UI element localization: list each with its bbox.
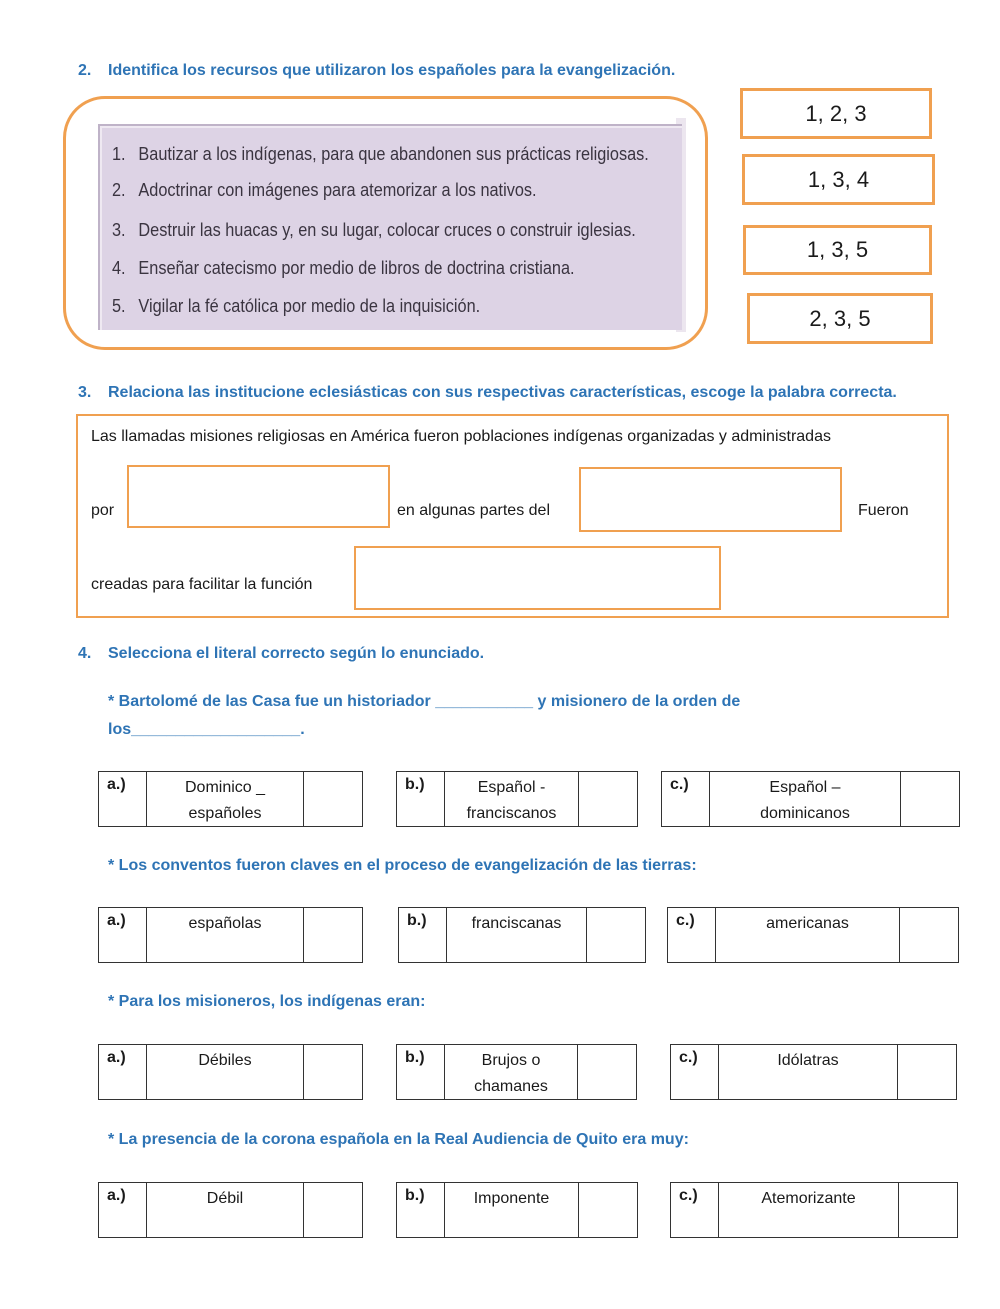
option-checkbox[interactable] [899,1183,957,1237]
q4-2-option-b[interactable] [398,907,646,963]
option-checkbox[interactable] [579,1183,637,1237]
q2-title: Identifica los recursos que utilizaron los españoles para la evangelización. [108,62,676,79]
option-checkbox[interactable] [901,772,959,826]
q2-option-2[interactable]: 1, 3, 4 [742,154,935,205]
q4-2-prompt-line-1: * Los conventos fueron claves en el proceso de evangelización de las tierras: [108,857,697,874]
option-letter: b.) [397,1183,445,1237]
q2-list-item-1: 1. Bautizar a los indígenas, para que abandonen sus prácticas religiosas. [112,143,649,164]
q2-list-item-3: 3. Destruir las huacas y, en su lugar, colocar cruces o construir iglesias. [112,219,636,240]
q4-title: Selecciona el literal correcto según lo enunciado. [108,645,485,662]
q4-3-choices [0,1044,1000,1100]
q4-1-prompt-line-2: los___________________. [108,721,305,738]
q4-4-prompt [108,1126,689,1154]
q4-2-option-c[interactable] [667,907,959,963]
option-answer: españolas [147,908,304,962]
q2-list-item-4: 4. Enseñar catecismo por medio de libros de doctrina cristiana. [112,257,575,278]
option-answer: americanas [716,908,900,962]
q4-4-choices [0,1182,1000,1238]
q4-3-prompt [108,988,425,1016]
option-checkbox[interactable] [579,772,637,826]
option-checkbox[interactable] [304,1045,362,1099]
q4-2-option-a[interactable] [98,907,363,963]
q2-list-item-5: 5. Vigilar la fé católica por medio de la inquisición. [112,295,481,316]
q3-text-fueron: Fueron [858,502,909,519]
q4-1-option-a[interactable] [98,771,363,827]
q4-3-option-b[interactable] [396,1044,637,1100]
q2-heading [78,62,675,80]
q4-heading [78,645,484,663]
q3-text-por: por [91,502,115,519]
q4-3-option-a[interactable] [98,1044,363,1100]
option-letter: c.) [671,1183,719,1237]
q3-line-3: creadas para facilitar la función [91,576,313,593]
option-answer: franciscanas [447,908,587,962]
option-answer: Atemorizante [719,1183,899,1237]
option-letter: b.) [399,908,447,962]
q4-4-option-c[interactable] [670,1182,958,1238]
q2-option-4[interactable]: 2, 3, 5 [747,293,933,344]
option-answer: Dominico _ españoles [147,772,304,826]
option-letter: a.) [99,1045,147,1099]
q3-text-mid: en algunas partes del [397,502,550,519]
q4-1-prompt [108,688,740,744]
option-answer: Idólatras [719,1045,898,1099]
option-checkbox[interactable] [587,908,645,962]
option-answer: Imponente [445,1183,579,1237]
q3-line-1: Las llamadas misiones religiosas en América fueron poblaciones indígenas organizadas y administradas [91,428,831,445]
q4-1-option-c[interactable] [661,771,960,827]
option-checkbox[interactable] [304,908,362,962]
q4-3-option-c[interactable] [670,1044,957,1100]
option-letter: c.) [668,908,716,962]
option-answer: Español – dominicanos [710,772,901,826]
option-checkbox[interactable] [578,1045,636,1099]
option-answer: Brujos o chamanes [445,1045,578,1099]
q4-1-choices [0,771,1000,827]
q4-4-prompt-line-1: * La presencia de la corona española en la Real Audiencia de Quito era muy: [108,1131,689,1148]
q3-blank-2[interactable] [579,467,842,532]
q3-number: 3. [78,384,92,401]
q4-2-choices [0,907,1000,963]
q4-3-prompt-line-1: * Para los misioneros, los indígenas eran: [108,993,426,1010]
option-letter: a.) [99,908,147,962]
q2-number: 2. [78,62,92,79]
q2-option-1[interactable]: 1, 2, 3 [740,88,932,139]
option-checkbox[interactable] [304,1183,362,1237]
q3-title: Relaciona las institucione eclesiásticas con sus respectivas características, escoge la palabra correcta. [108,384,897,401]
option-checkbox[interactable] [900,908,958,962]
option-letter: b.) [397,1045,445,1099]
q3-blank-1[interactable] [127,465,390,528]
option-letter: c.) [662,772,710,826]
q2-option-3[interactable]: 1, 3, 5 [743,225,932,275]
option-letter: a.) [99,1183,147,1237]
q4-1-prompt-line-1: * Bartolomé de las Casa fue un historiador ___________ y misionero de la orden de [108,693,741,710]
q4-number: 4. [78,645,92,662]
option-letter: b.) [397,772,445,826]
q2-list-item-2: 2. Adoctrinar con imágenes para atemorizar a los nativos. [112,179,537,200]
option-checkbox[interactable] [304,772,362,826]
q4-4-option-a[interactable] [98,1182,363,1238]
option-checkbox[interactable] [898,1045,956,1099]
option-answer: Débil [147,1183,304,1237]
option-answer: Español - franciscanos [445,772,579,826]
q4-1-option-b[interactable] [396,771,638,827]
q3-blank-3[interactable] [354,546,721,610]
q4-4-option-b[interactable] [396,1182,638,1238]
option-answer: Débiles [147,1045,304,1099]
option-letter: c.) [671,1045,719,1099]
q4-2-prompt [108,852,697,880]
q3-heading [78,384,897,402]
option-letter: a.) [99,772,147,826]
